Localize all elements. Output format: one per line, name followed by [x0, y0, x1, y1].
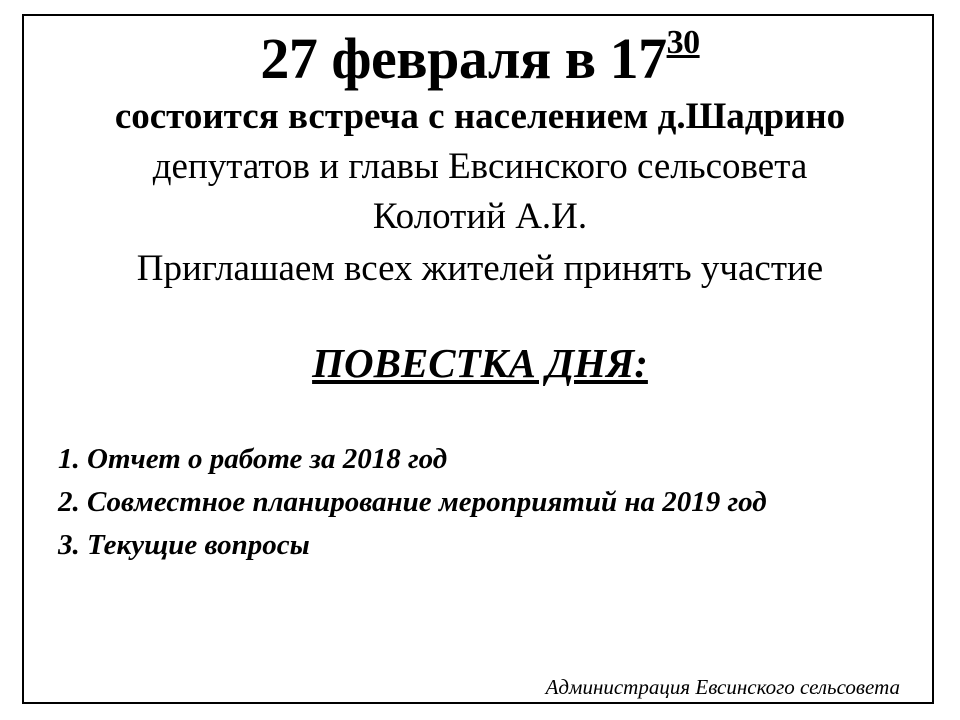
meeting-date-time [0, 24, 960, 94]
meeting-subject: состоится встреча с населением д.Шадрино [114, 96, 846, 137]
head-name: Колотий А.И. [372, 196, 588, 237]
agenda-item: 1. Отчет о работе за 2018 год [58, 443, 448, 475]
signature: Администрация Евсинского сельсовета [545, 675, 900, 699]
agenda-item: 2. Совместное планирование мероприятий на 2019 год [58, 486, 767, 518]
meeting-participants: депутатов и главы Евсинского сельсовета [152, 146, 808, 187]
agenda-item: 3. Текущие вопросы [58, 529, 310, 561]
agenda-list [58, 438, 767, 567]
agenda-title: ПОВЕСТКА ДНЯ: [312, 340, 648, 386]
date-time-text: 27 февраля в 17 [260, 26, 667, 91]
time-minutes-superscript: 30 [666, 24, 700, 61]
invitation-text: Приглашаем всех жителей принять участие [136, 248, 824, 289]
